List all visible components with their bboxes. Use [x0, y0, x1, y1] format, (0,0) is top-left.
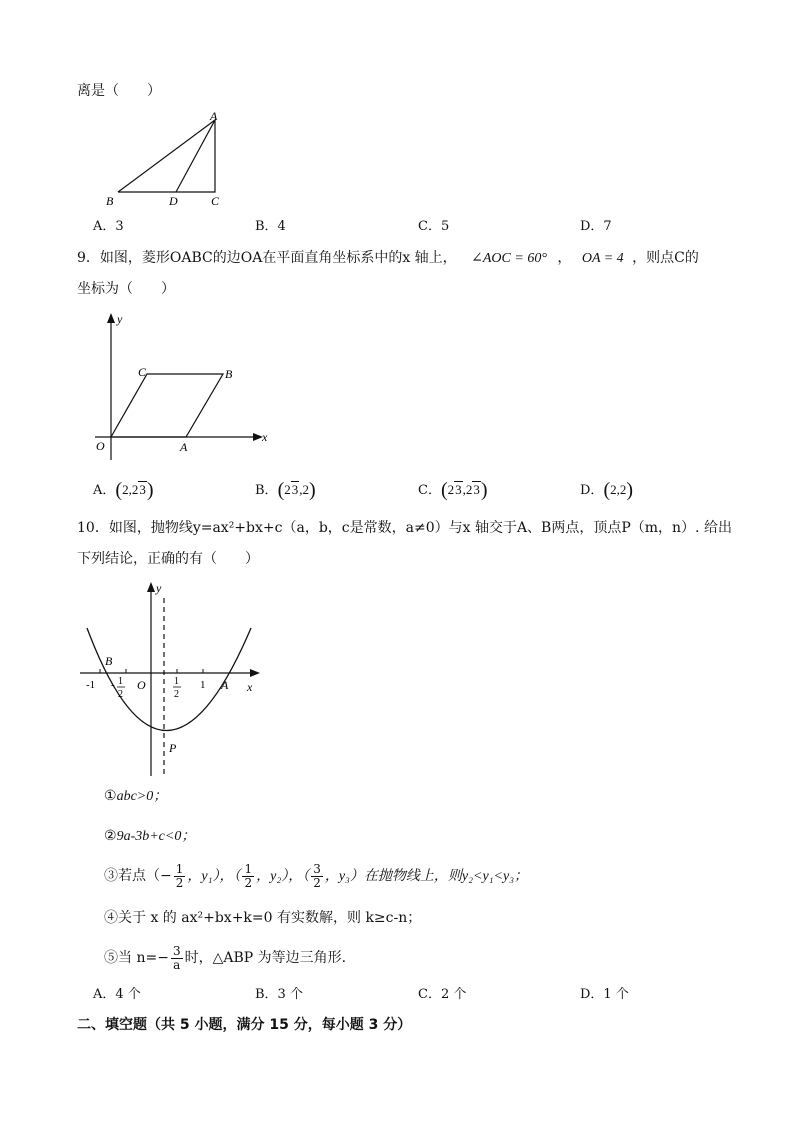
q9-label-o: O — [96, 439, 105, 453]
q8-triangle-figure — [100, 108, 235, 208]
q10-label-o: O — [137, 678, 146, 692]
q8-label-d: D — [169, 194, 178, 208]
q10-statement-3-mid2: ，y₂），（ — [256, 869, 310, 884]
q10-tick-neghalf-num: 1 — [118, 676, 123, 687]
q10-frac2-num: 1 — [244, 861, 253, 876]
q10-option-a[interactable]: A．4 个 — [93, 987, 141, 1002]
q10-option-c[interactable]: C．2 个 — [418, 987, 467, 1002]
q8-option-b[interactable]: B．4 — [255, 219, 286, 234]
q9-label-a: A — [180, 440, 188, 454]
q10-statement-3-pre: 若点（− — [118, 868, 172, 884]
q8-option-c[interactable]: C．5 — [418, 219, 450, 234]
q10-frac1-den: 2 — [175, 875, 184, 890]
section-2-heading: 二、填空题（共 5 小题，满分 15 分，每小题 3 分） — [77, 1017, 412, 1033]
q10-statement-1 — [104, 786, 167, 807]
q10-label-x: x — [247, 680, 253, 694]
q10-statement-4 — [104, 908, 421, 928]
q10-label-b: B — [105, 654, 113, 668]
q10-statement-3-post: ，y₃）在抛物线上，则y₂<y₁<y₃； — [324, 869, 529, 884]
q10-tick-one: 1 — [200, 679, 206, 691]
q10-tick-half-num: 1 — [174, 676, 179, 687]
q10-statement-3-frac2 — [242, 863, 254, 890]
q9-option-c-letter: C． — [418, 483, 441, 498]
q10-statement-3 — [104, 858, 528, 894]
q10-label-y: y — [156, 581, 162, 595]
q9-rhombus-figure — [90, 310, 275, 470]
q10-option-d[interactable]: D．1 个 — [580, 987, 629, 1002]
q9-option-a-letter: A． — [93, 483, 116, 498]
q10-statement-1-text: abc>0； — [116, 789, 168, 804]
q9-label-y: y — [117, 312, 123, 326]
q10-statement-5-frac — [171, 945, 183, 972]
q8-label-c: C — [211, 194, 220, 208]
q9-option-b-letter: B． — [255, 483, 278, 498]
q9-stem-line1 — [77, 248, 699, 269]
q8-label-b: B — [106, 194, 114, 208]
q10-stem-line2: 下列结论，正确的有（ ） — [77, 551, 259, 567]
q8-label-a: A — [210, 109, 218, 123]
q10-label-a: A — [221, 678, 229, 692]
q10-tick-neghalf-den: 2 — [118, 689, 123, 700]
q9-angle-expression: ∠AOC = 60° — [471, 251, 547, 266]
q10-statement-1-num: ① — [104, 788, 117, 804]
q10-statement-5-num: ⑤ — [104, 950, 118, 966]
q10-statement-3-num: ③ — [104, 868, 118, 884]
q9-stem-text-a: 9．如图，菱形OABC的边OA在平面直角坐标系中的x 轴上， — [77, 250, 457, 266]
q10-option-b[interactable]: B．3 个 — [255, 987, 303, 1002]
q10-frac5-num: 3 — [172, 943, 181, 958]
q10-statement-2 — [104, 826, 195, 847]
q10-statement-4-num: ④ — [104, 910, 118, 926]
q9-label-b: B — [225, 367, 233, 381]
q9-oa-expression: OA = 4 — [581, 251, 624, 266]
q10-frac3-den: 2 — [313, 875, 321, 890]
q9-option-b[interactable]: B．(23,2) — [255, 479, 316, 501]
q9-option-c[interactable]: C．(23,23) — [418, 479, 488, 501]
q9-separator: ， — [557, 250, 572, 266]
q10-statement-5 — [104, 940, 346, 976]
q10-statement-4-text: 关于 x 的 ax²+bx+k=0 有实数解，则 k≥c-n； — [118, 910, 422, 926]
q9-option-d[interactable]: D．(2,2) — [580, 479, 634, 501]
q10-statement-3-frac1 — [174, 863, 186, 890]
q10-frac2-den: 2 — [244, 875, 253, 890]
q8-option-d[interactable]: D．7 — [580, 219, 612, 234]
q10-tick-half-den: 2 — [174, 689, 179, 700]
q8-option-a[interactable]: A．3 — [93, 219, 124, 234]
q10-frac1-num: 1 — [175, 861, 184, 876]
q8-question-tail: 离是（ ） — [77, 83, 161, 99]
q10-statement-3-frac3 — [311, 863, 323, 890]
q9-stem-line2: 坐标为（ ） — [77, 281, 175, 297]
q9-option-a[interactable]: A．(2,23) — [93, 479, 154, 501]
q9-label-x: x — [262, 430, 268, 444]
q10-statement-5-post: 时，△ABP 为等边三角形. — [184, 950, 347, 966]
q9-label-c: C — [138, 365, 147, 379]
q10-tick-neg-sign: - — [111, 679, 115, 691]
q9-option-d-letter: D． — [580, 483, 604, 498]
q10-frac3-num: 3 — [313, 861, 321, 876]
q10-parabola-figure — [75, 578, 270, 783]
q10-frac5-den: a — [173, 957, 181, 972]
q10-statement-3-mid1: ，y₁），（ — [187, 869, 241, 884]
q10-tick-neg1: -1 — [86, 679, 96, 691]
q10-statement-2-text: 9a-3b+c<0； — [116, 829, 196, 844]
q10-label-p: P — [169, 741, 177, 755]
q10-stem-line1: 10．如图，抛物线y=ax²+bx+c（a，b，c是常数，a≠0）与x 轴交于A、B两点，顶点P（m，n）. 给出 — [77, 520, 732, 536]
q9-stem-text-b: ，则点C的 — [632, 250, 699, 266]
q10-statement-5-pre: 当 n=− — [118, 950, 169, 966]
q10-statement-2-num: ② — [104, 828, 117, 844]
